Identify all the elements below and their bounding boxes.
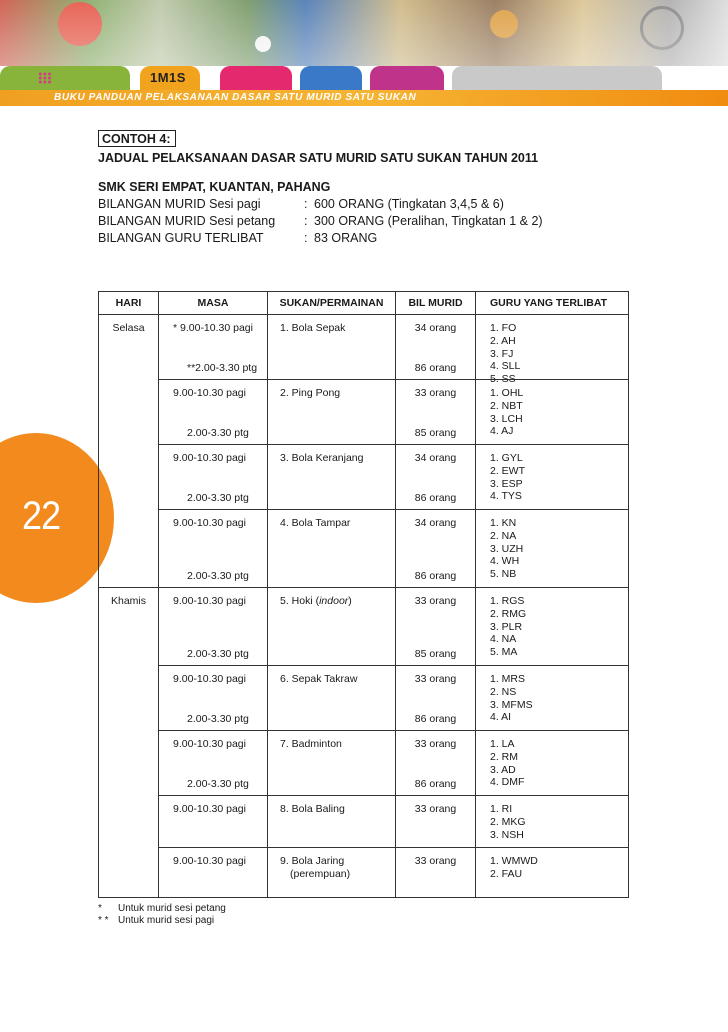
info-value: 600 ORANG (Tingkatan 3,4,5 & 6) — [314, 197, 504, 211]
cell-guru — [476, 445, 629, 510]
cell-sukan: 4. Bola Tampar — [268, 510, 396, 588]
cell-guru — [476, 588, 629, 666]
document-header — [98, 130, 638, 245]
guru-item: 2. RM — [490, 750, 519, 763]
cell-bil-murid: 34 orang 86 orang — [396, 315, 476, 380]
guru-item: 5. NB — [490, 568, 517, 581]
school-name: SMK SERI EMPAT, KUANTAN, PAHANG — [98, 180, 331, 194]
guru-item: 1. GYL — [490, 452, 523, 464]
header-banner — [0, 0, 728, 108]
info-row: BILANGAN MURID Sesi pagi : 600 ORANG (Tingkatan 3,4,5 & 6) — [98, 197, 504, 211]
guru-item: 1. OHL — [490, 387, 524, 399]
guru-item: 4. WH — [490, 555, 520, 568]
guru-item: 3. ESP — [490, 477, 523, 490]
header-bil-murid: BIL MURID — [396, 292, 476, 315]
header-masa: MASA — [159, 292, 268, 315]
guru-item: 2. MKG — [490, 815, 526, 828]
cell-bil-murid: 33 orang — [396, 796, 476, 848]
guru-item: 2. EWT — [490, 464, 526, 477]
cell-masa: 9.00-10.30 pagi — [159, 796, 268, 848]
table-row — [99, 666, 629, 731]
cell-sukan: 6. Sepak Takraw — [268, 666, 396, 731]
example-label: CONTOH 4: — [98, 130, 176, 147]
cell-bil-murid: 33 orang — [396, 848, 476, 898]
info-label: BILANGAN MURID Sesi petang — [98, 214, 276, 228]
guru-item: 1. RGS — [490, 595, 525, 607]
guru-item: 1. RI — [490, 803, 513, 815]
cell-bil-murid: 33 orang 85 orang — [396, 380, 476, 445]
guru-item: 4. TYS — [490, 490, 522, 503]
guru-item: 3. AD — [490, 763, 516, 776]
guru-item: 4. AJ — [490, 425, 514, 438]
cell-guru — [476, 380, 629, 445]
cell-sukan: 2. Ping Pong — [268, 380, 396, 445]
cell-guru — [476, 510, 629, 588]
page-number: 22 — [22, 494, 61, 538]
cell-sukan: 9. Bola Jaring (perempuan) — [268, 848, 396, 898]
guru-item: 3. MFMS — [490, 698, 533, 711]
info-row: BILANGAN MURID Sesi petang : 300 ORANG (Peralihan, Tingkatan 1 & 2) — [98, 214, 543, 228]
cell-guru — [476, 848, 629, 898]
header-sukan: SUKAN/PERMAINAN — [268, 292, 396, 315]
info-row: BILANGAN GURU TERLIBAT : 83 ORANG — [98, 231, 378, 245]
logo: 1M1S — [150, 70, 186, 85]
cell-bil-murid: 34 orang 86 orang — [396, 445, 476, 510]
cell-hari: Selasa — [99, 315, 159, 588]
guru-item: 4. AI — [490, 711, 512, 724]
info-value: 300 ORANG (Peralihan, Tingkatan 1 & 2) — [314, 214, 543, 228]
cell-sukan: 1. Bola Sepak — [268, 315, 396, 380]
cell-hari: Khamis — [99, 588, 159, 898]
cell-masa: 9.00-10.30 pagi — [159, 848, 268, 898]
guru-item: 4. NA — [490, 633, 517, 646]
guru-item: 5. MA — [490, 646, 518, 659]
cell-guru — [476, 731, 629, 796]
header-hari: HARI — [99, 292, 159, 315]
cell-masa: 9.00-10.30 pagi 2.00-3.30 ptg — [159, 731, 268, 796]
cell-sukan: 8. Bola Baling — [268, 796, 396, 848]
cell-bil-murid: 34 orang 86 orang — [396, 510, 476, 588]
sports-photo-strip — [0, 0, 728, 66]
info-label: BILANGAN MURID Sesi pagi — [98, 197, 261, 211]
cell-sukan: 5. Hoki (indoor) — [268, 588, 396, 666]
guru-item: 4. SLL — [490, 360, 521, 373]
schedule-table — [98, 291, 629, 898]
cell-bil-murid: 33 orang 86 orang — [396, 731, 476, 796]
guru-item: 3. UZH — [490, 542, 524, 555]
cell-masa: 9.00-10.30 pagi 2.00-3.30 ptg — [159, 380, 268, 445]
guru-item: 5. SS — [490, 373, 516, 386]
decorative-dots-icon — [38, 72, 52, 84]
table-row — [99, 588, 629, 666]
cell-masa: 9.00-10.30 pagi 2.00-3.30 ptg — [159, 510, 268, 588]
table-row — [99, 380, 629, 445]
cell-guru — [476, 796, 629, 848]
guru-item: 2. RMG — [490, 607, 527, 620]
guru-item: 1. FO — [490, 322, 517, 334]
guru-item: 2. NBT — [490, 399, 523, 412]
footnote: * * Untuk murid sesi pagi — [98, 915, 215, 926]
cell-bil-murid: 33 orang 86 orang — [396, 666, 476, 731]
guru-item: 3. PLR — [490, 620, 523, 633]
table-header-row — [99, 292, 629, 315]
table-row — [99, 796, 629, 848]
table-row — [99, 445, 629, 510]
guru-item: 3. FJ — [490, 347, 514, 360]
document-title: JADUAL PELAKSANAAN DASAR SATU MURID SATU SUKAN TAHUN 2011 — [98, 151, 539, 165]
cell-masa: 9.00-10.30 pagi 2.00-3.30 ptg — [159, 445, 268, 510]
cell-guru — [476, 315, 629, 386]
table-row — [99, 315, 629, 380]
cell-sukan: 7. Badminton — [268, 731, 396, 796]
footnote: * Untuk murid sesi petang — [98, 903, 226, 914]
guru-item: 3. NSH — [490, 828, 524, 841]
table-row — [99, 731, 629, 796]
cell-masa: * 9.00-10.30 pagi **2.00-3.30 ptg — [159, 315, 268, 380]
guru-item: 2. AH — [490, 334, 516, 347]
cell-bil-murid: 33 orang 85 orang — [396, 588, 476, 666]
guru-item: 2. NS — [490, 685, 517, 698]
color-tiles — [0, 66, 728, 90]
guru-item: 3. LCH — [490, 412, 523, 425]
guru-item: 1. KN — [490, 517, 517, 529]
guru-item: 1. LA — [490, 738, 515, 750]
cell-masa: 9.00-10.30 pagi 2.00-3.30 ptg — [159, 588, 268, 666]
table-row — [99, 510, 629, 588]
header-guru: GURU YANG TERLIBAT — [476, 292, 629, 315]
cell-sukan: 3. Bola Keranjang — [268, 445, 396, 510]
guru-item: 2. FAU — [490, 867, 523, 880]
banner-subtitle: BUKU PANDUAN PELAKSANAAN DASAR SATU MURID SATU SUKAN — [54, 92, 417, 103]
info-label: BILANGAN GURU TERLIBAT — [98, 231, 264, 245]
guru-item: 1. MRS — [490, 673, 526, 685]
guru-item: 1. WMWD — [490, 855, 538, 867]
table-row — [99, 848, 629, 898]
footnotes — [98, 903, 226, 927]
cell-guru — [476, 666, 629, 731]
cell-masa: 9.00-10.30 pagi 2.00-3.30 ptg — [159, 666, 268, 731]
info-value: 83 ORANG — [314, 231, 378, 245]
guru-item: 2. NA — [490, 529, 517, 542]
guru-item: 4. DMF — [490, 776, 525, 789]
